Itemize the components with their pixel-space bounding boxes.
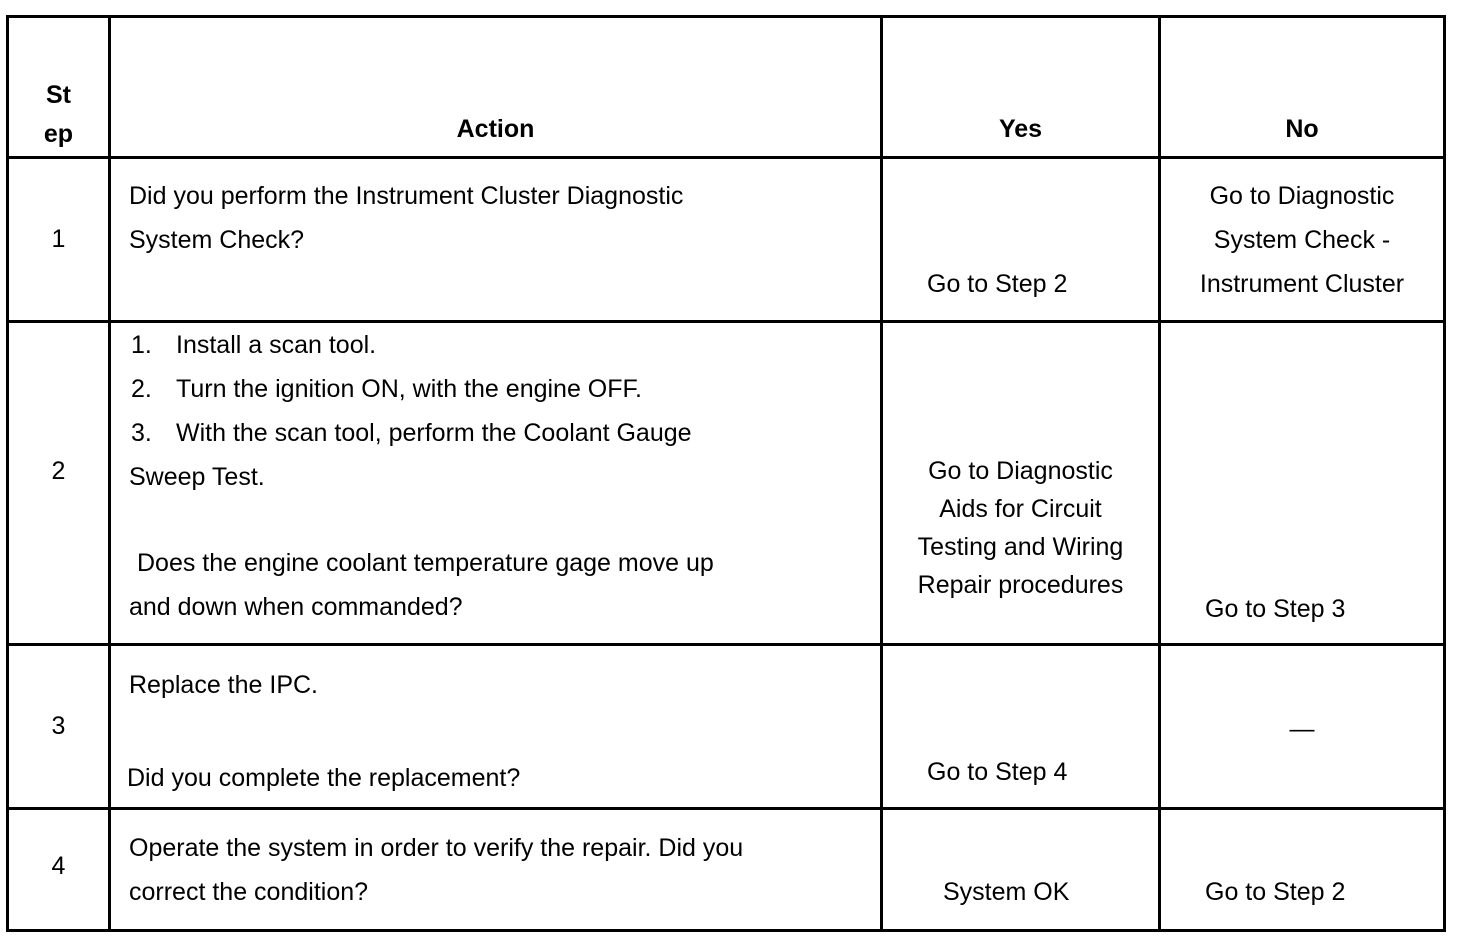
header-yes-label: Yes — [998, 115, 1043, 143]
yes-result: System OK — [943, 878, 1070, 906]
action-cell — [110, 322, 882, 645]
no-result: Go to Step 2 — [1205, 878, 1346, 906]
action-list-number: 3. — [131, 419, 152, 447]
table-row — [8, 809, 1445, 931]
header-no-label: No — [1285, 115, 1319, 143]
action-text-line: Did you perform the Instrument Cluster Diagnostic — [129, 182, 684, 210]
yes-result: Go to Step 4 — [927, 758, 1068, 786]
action-list-number: 1. — [131, 331, 152, 359]
action-list-text: Install a scan tool. — [176, 331, 377, 359]
action-list-text: Turn the ignition ON, with the engine OFF. — [176, 375, 642, 403]
step-cell — [8, 809, 110, 931]
header-no-cell — [1160, 17, 1445, 158]
no-result: — — [1289, 715, 1315, 743]
header-yes-cell — [882, 17, 1160, 158]
header-action-cell — [110, 17, 882, 158]
yes-result: Go to Step 2 — [927, 270, 1068, 298]
yes-result-line: Repair procedures — [917, 571, 1124, 599]
no-result: Go to Step 3 — [1205, 595, 1346, 623]
action-text-line: System Check? — [129, 226, 305, 254]
action-list-item — [129, 411, 714, 455]
yes-result-line: Aids for Circuit — [939, 495, 1102, 523]
yes-cell — [882, 158, 1160, 322]
no-result-line: Go to Diagnostic — [1209, 182, 1395, 210]
action-question-line: Does the engine coolant temperature gage move up — [137, 549, 714, 577]
step-cell — [8, 158, 110, 322]
action-list-number: 2. — [131, 375, 152, 403]
header-step-line2: ep — [43, 120, 74, 148]
table-header-row — [8, 17, 1445, 158]
no-cell — [1160, 809, 1445, 931]
table-row — [8, 645, 1445, 809]
no-result-line: Instrument Cluster — [1199, 270, 1405, 298]
table-row — [8, 322, 1445, 645]
header-step-line1: St — [46, 81, 71, 109]
step-cell — [8, 322, 110, 645]
action-text-line: correct the condition? — [129, 878, 369, 906]
no-result-line: System Check - — [1213, 226, 1391, 254]
yes-cell — [882, 645, 1160, 809]
header-step-label — [9, 76, 108, 154]
action-text-line: Operate the system in order to verify the repair. Did you — [129, 834, 744, 862]
step-number: 2 — [51, 457, 66, 485]
action-list-item — [129, 323, 714, 367]
no-cell — [1160, 645, 1445, 809]
yes-result-line: Go to Diagnostic — [928, 457, 1113, 485]
action-question-line: and down when commanded? — [129, 593, 463, 621]
diagnostic-table — [6, 15, 1446, 932]
step-number: 4 — [51, 852, 66, 880]
yes-cell — [882, 809, 1160, 931]
action-text-line: Replace the IPC. — [129, 671, 318, 699]
table-row — [8, 158, 1445, 322]
action-cell — [110, 645, 882, 809]
yes-cell — [882, 322, 1160, 645]
step-cell — [8, 645, 110, 809]
action-cell — [110, 158, 882, 322]
action-cell — [110, 809, 882, 931]
action-list-text: With the scan tool, perform the Coolant Gauge — [176, 419, 692, 447]
yes-result-line: Testing and Wiring — [917, 533, 1124, 561]
no-cell — [1160, 158, 1445, 322]
step-number: 3 — [51, 712, 66, 740]
step-number: 1 — [51, 225, 66, 253]
no-cell — [1160, 322, 1445, 645]
header-step-cell — [8, 17, 110, 158]
action-question-line: Did you complete the replacement? — [127, 764, 521, 792]
header-action-label: Action — [456, 115, 535, 143]
action-list-item — [129, 367, 714, 411]
action-text-line: Sweep Test. — [129, 463, 265, 491]
